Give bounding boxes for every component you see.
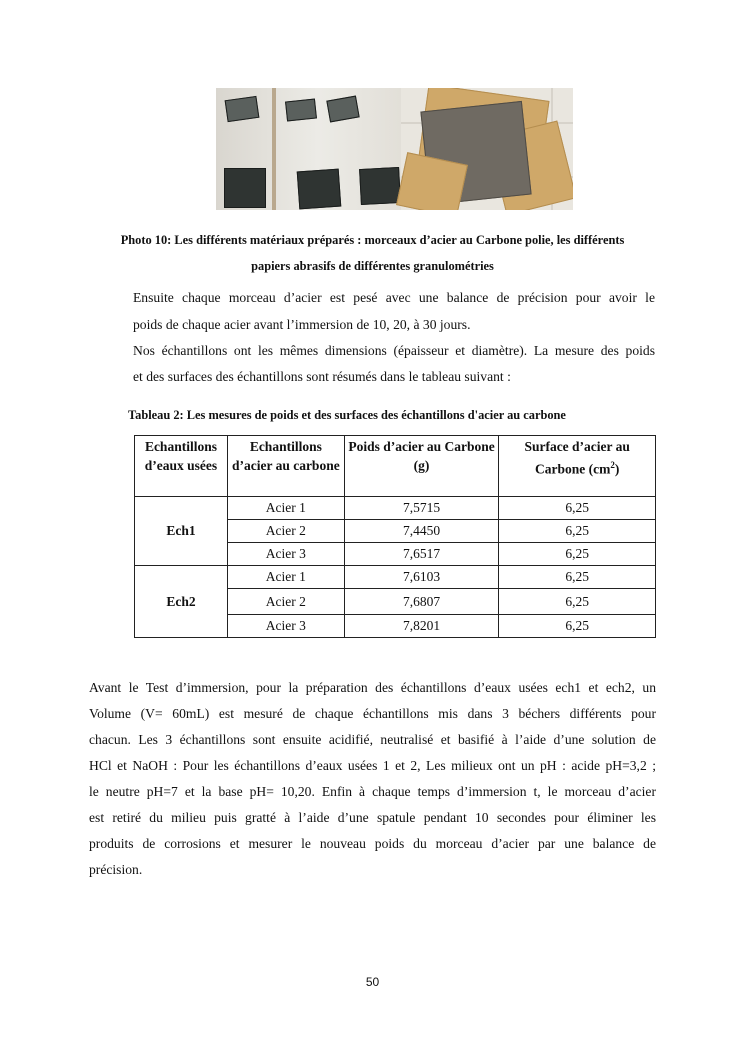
surface-cell: 6,25 — [499, 520, 656, 543]
body-line: chacun. Les 3 échantillons sont ensuite acidifié, neutralisé et basifié à l’aide d’une solution de — [89, 732, 656, 747]
measurements-table — [134, 435, 656, 638]
surface-cell: 6,25 — [499, 497, 656, 520]
photo-caption — [80, 227, 665, 279]
intro-line: poids de chaque acier avant l’immersion de 10, 20, à 30 jours. — [133, 317, 471, 332]
surface-cell: 6,25 — [499, 589, 656, 615]
sample-cell: Acier 2 — [227, 520, 344, 543]
body-line: produits de corrosions et mesurer le nouveau poids du morceau d’acier par une balance de — [89, 836, 656, 851]
body-line: Volume (V= 60mL) est mesuré de chaque échantillons mis dans 3 béchers différents pour — [89, 706, 656, 721]
body-line: précision. — [89, 862, 143, 877]
body-line: le neutre pH=7 et la base pH= 10,20. Enfin à chaque temps d’immersion t, le morceau d’acier — [89, 784, 656, 799]
surface-cell: 6,25 — [499, 543, 656, 566]
table-row — [135, 566, 656, 589]
header-surface-text: Surface d’acier au Carbone (cm — [524, 439, 630, 477]
header-surface-close: ) — [614, 461, 620, 477]
intro-line: Ensuite chaque morceau d’acier est pesé avec une balance de précision pour avoir le — [133, 290, 655, 305]
photo-materials — [216, 88, 573, 210]
table-title: Tableau 2: Les mesures de poids et des surfaces des échantillons d'acier au carbone — [128, 408, 566, 422]
steel-sample — [224, 168, 266, 208]
sample-cell: Acier 2 — [227, 589, 344, 615]
steel-sample — [285, 98, 317, 121]
header-steel-samples: Echantillons d’acier au carbone — [227, 436, 344, 497]
body-line: HCl et NaOH : Pour les échantillons d’eaux usées 1 et 2, Les milieux ont un pH : acide pH=3,2 ; — [89, 758, 656, 773]
intro-line: Nos échantillons ont les mêmes dimensions (épaisseur et diamètre). La mesure des poids — [133, 343, 655, 358]
caption-line: Photo 10: Les différents matériaux préparés : morceaux d’acier au Carbone polie, les différents — [120, 233, 625, 247]
weight-cell: 7,8201 — [344, 615, 499, 638]
sample-cell: Acier 3 — [227, 615, 344, 638]
page-number: 50 — [365, 975, 380, 989]
weight-cell: 7,6517 — [344, 543, 499, 566]
sample-cell: Acier 1 — [227, 566, 344, 589]
header-steel-weight: Poids d’acier au Carbone (g) — [344, 436, 499, 497]
weight-cell: 7,5715 — [344, 497, 499, 520]
table-header-row — [135, 436, 656, 497]
group-cell-ech1: Ech1 — [135, 497, 228, 566]
photo-abrasive-papers — [401, 88, 573, 210]
header-wastewater-samples: Echantillons d’eaux usées — [135, 436, 228, 497]
surface-cell: 6,25 — [499, 566, 656, 589]
body-line: Avant le Test d’immersion, pour la préparation des échantillons d’eaux usées ech1 et ech2, un — [89, 680, 656, 695]
group-cell-ech2: Ech2 — [135, 566, 228, 638]
header-surface-exponent: 2 — [610, 460, 615, 470]
weight-cell: 7,6807 — [344, 589, 499, 615]
table-row — [135, 497, 656, 520]
photo-steel-samples — [216, 88, 401, 210]
sample-cell: Acier 1 — [227, 497, 344, 520]
steel-sample — [225, 96, 260, 122]
caption-line: papiers abrasifs de différentes granulométries — [251, 259, 494, 273]
photo-stick — [272, 88, 276, 210]
steel-sample — [297, 169, 342, 210]
surface-cell: 6,25 — [499, 615, 656, 638]
body-line: est retiré du milieu puis gratté à l’aide d’une spatule pendant 10 secondes pour éliminer les — [89, 810, 656, 825]
sample-cell: Acier 3 — [227, 543, 344, 566]
intro-line: et des surfaces des échantillons sont résumés dans le tableau suivant : — [133, 369, 511, 384]
weight-cell: 7,6103 — [344, 566, 499, 589]
steel-sample — [326, 96, 359, 123]
steel-sample — [359, 167, 401, 205]
header-steel-surface — [499, 436, 656, 497]
weight-cell: 7,4450 — [344, 520, 499, 543]
